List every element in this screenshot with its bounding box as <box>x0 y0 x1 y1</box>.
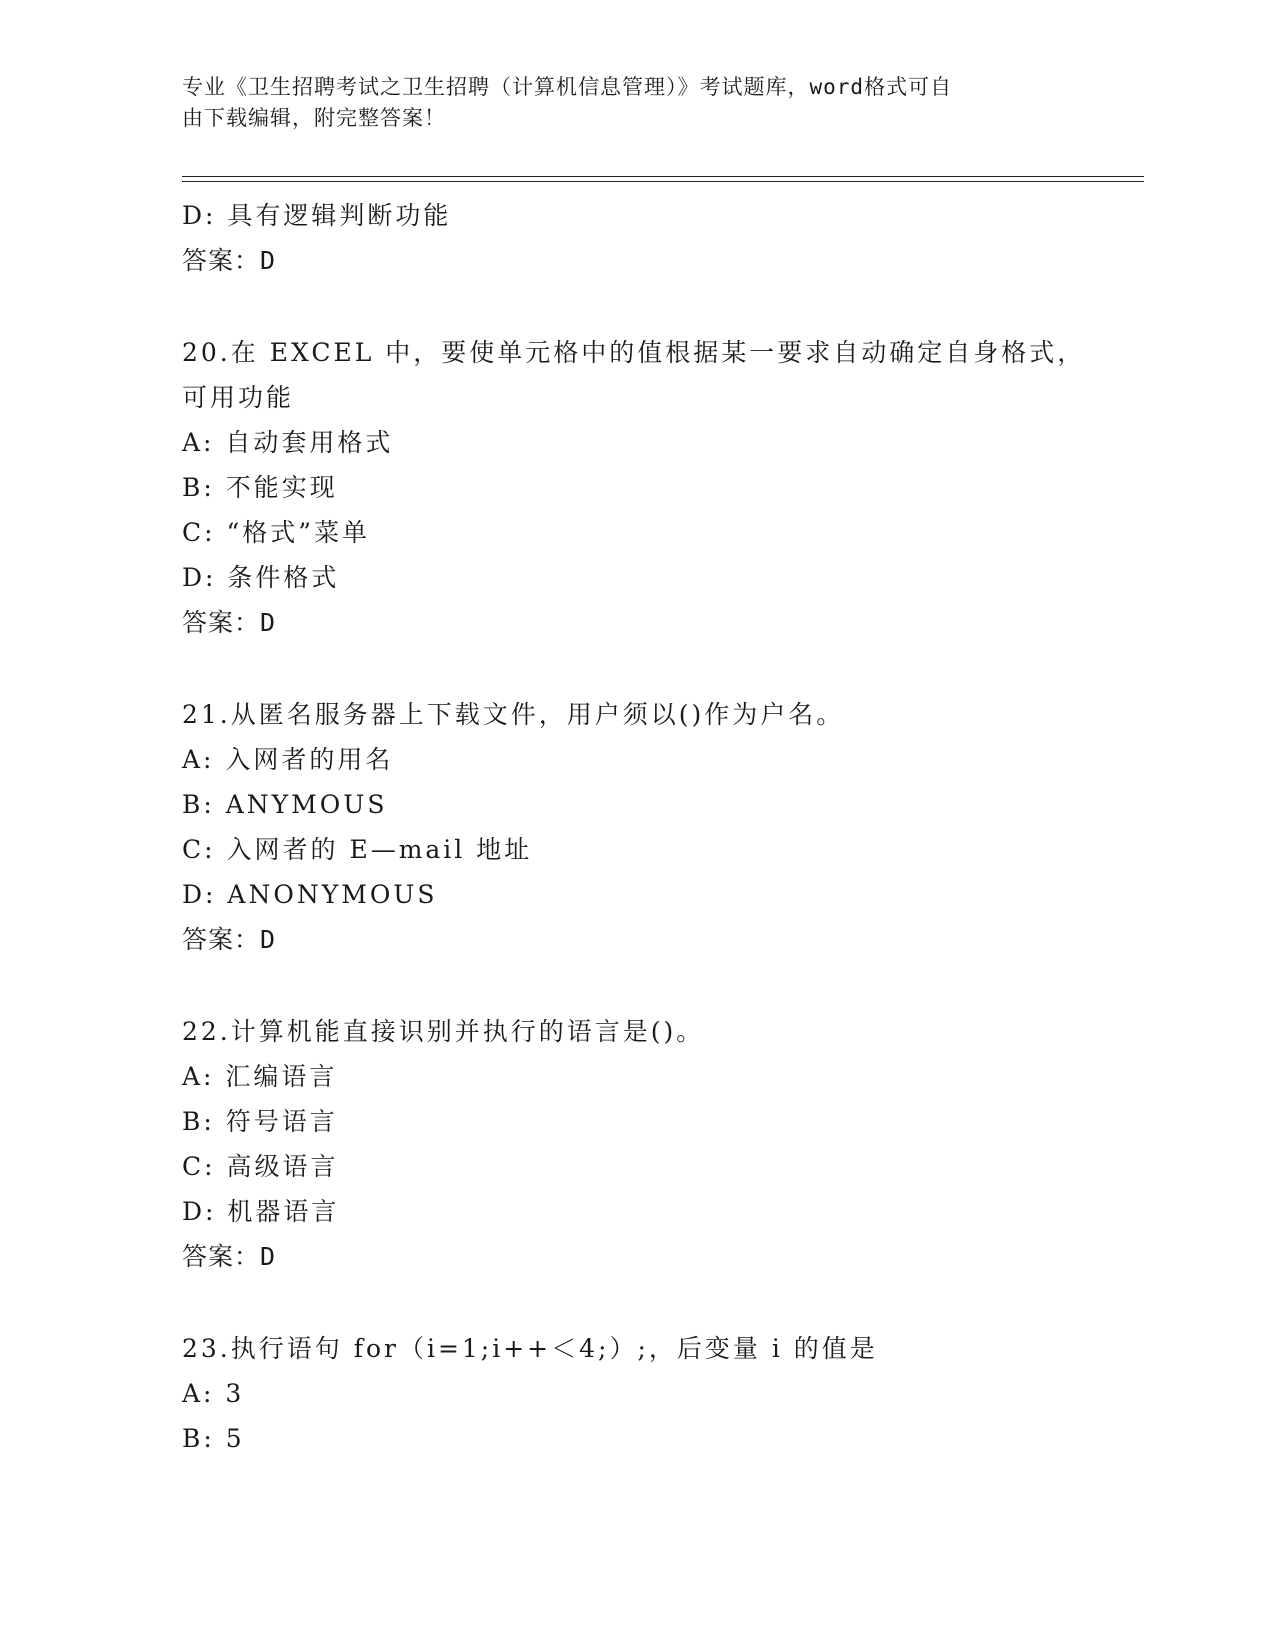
question-block-23 <box>182 1326 1082 1461</box>
question-block-20 <box>182 330 1086 645</box>
option-a: A: 3 <box>182 1379 245 1408</box>
header-divider-bottom <box>182 181 1144 182</box>
option-c: C: 入网者的 E—mail 地址 <box>182 835 533 864</box>
option-b: B: 符号语言 <box>182 1107 338 1136</box>
header-divider-top <box>182 176 1144 177</box>
option-a: A: 汇编语言 <box>182 1062 338 1091</box>
option-c: C: “格式”菜单 <box>182 518 371 547</box>
document-header <box>182 72 1062 134</box>
option-c: C: 高级语言 <box>182 1152 339 1181</box>
answer-line: 答案：D <box>182 608 277 637</box>
option-d: D: 条件格式 <box>182 563 340 592</box>
header-line-2: 由下载编辑，附完整答案！ <box>182 106 446 130</box>
option-a: A: 入网者的用名 <box>182 745 394 774</box>
header-line-1: 专业《卫生招聘考试之卫生招聘（计算机信息管理）》考试题库，word格式可自 <box>182 75 953 99</box>
option-d: D: ANONYMOUS <box>182 880 438 909</box>
answer-line: 答案：D <box>182 1242 277 1271</box>
option-d: D: 机器语言 <box>182 1197 340 1226</box>
question-list <box>182 193 1086 1461</box>
question-block-prev <box>182 193 1082 283</box>
answer-line: 答案：D <box>182 925 277 954</box>
option-a: A: 自动套用格式 <box>182 428 394 457</box>
question-stem: 21.从匿名服务器上下载文件，用户须以()作为户名。 <box>182 700 845 729</box>
question-stem: 20.在 EXCEL 中，要使单元格中的值根据某一要求自动确定自身格式， <box>182 338 1086 367</box>
option-b: B: 不能实现 <box>182 473 338 502</box>
answer-line: 答案：D <box>182 246 277 275</box>
option-d: D: 具有逻辑判断功能 <box>182 201 452 230</box>
question-stem: 23.执行语句 for（i=1;i++＜4;）;，后变量 i 的值是 <box>182 1334 878 1363</box>
question-stem: 22.计算机能直接识别并执行的语言是()。 <box>182 1017 705 1046</box>
question-block-22 <box>182 1009 1082 1279</box>
question-block-21 <box>182 692 1082 962</box>
option-b: B: 5 <box>182 1424 245 1453</box>
option-b: B: ANYMOUS <box>182 790 388 819</box>
question-stem-continued: 可用功能 <box>182 383 295 412</box>
